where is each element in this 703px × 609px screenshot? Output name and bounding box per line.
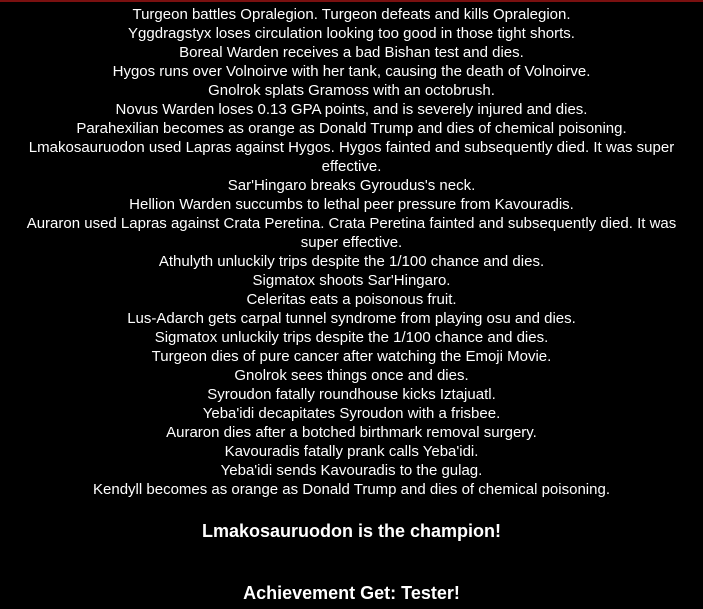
log-line: Celeritas eats a poisonous fruit.	[246, 291, 457, 308]
log-line: Yeba'idi decapitates Syroudon with a frisbee.	[202, 405, 501, 422]
log-line: Turgeon battles Opralegion. Turgeon defeats and kills Opralegion.	[132, 6, 571, 23]
log-line: Athulyth unluckily trips despite the 1/100 chance and dies.	[158, 253, 545, 270]
log-line: Boreal Warden receives a bad Bishan test and dies.	[179, 44, 524, 61]
log-line: Sigmatox shoots Sar'Hingaro.	[252, 272, 451, 289]
log-line: Lus-Adarch gets carpal tunnel syndrome from playing osu and dies.	[127, 310, 576, 327]
log-line: Auraron dies after a botched birthmark removal surgery.	[166, 424, 537, 441]
log-line: Hygos runs over Volnoirve with her tank, causing the death of Volnoirve.	[112, 63, 591, 80]
log-line: Novus Warden loses 0.13 GPA points, and is severely injured and dies.	[115, 101, 588, 118]
log-line: Auraron used Lapras against Crata Peretina. Crata Peretina fainted and subsequently died. It was super effective.	[26, 215, 677, 251]
event-log	[0, 5, 703, 499]
log-line: Parahexilian becomes as orange as Donald Trump and dies of chemical poisoning.	[76, 120, 627, 137]
log-line: Yggdragstyx loses circulation looking too good in those tight shorts.	[128, 25, 575, 42]
log-line: Lmakosauruodon used Lapras against Hygos. Hygos fainted and subsequently died. It was super effective.	[28, 139, 675, 175]
log-line: Hellion Warden succumbs to lethal peer pressure from Kavouradis.	[129, 196, 574, 213]
log-line: Kendyll becomes as orange as Donald Trump and dies of chemical poisoning.	[93, 481, 610, 498]
log-line: Gnolrok sees things once and dies.	[234, 367, 469, 384]
achievement-banner: Achievement Get: Tester!	[243, 583, 460, 603]
log-line: Sigmatox unluckily trips despite the 1/100 chance and dies.	[154, 329, 549, 346]
log-line: Yeba'idi sends Kavouradis to the gulag.	[220, 462, 483, 479]
log-line: Syroudon fatally roundhouse kicks Iztajuatl.	[207, 386, 496, 403]
log-line: Turgeon dies of pure cancer after watching the Emoji Movie.	[151, 348, 552, 365]
top-border	[0, 0, 703, 2]
log-line: Gnolrok splats Gramoss with an octobrush.	[208, 82, 495, 99]
log-line: Kavouradis fatally prank calls Yeba'idi.	[224, 443, 479, 460]
champion-announcement: Lmakosauruodon is the champion!	[201, 521, 502, 541]
log-line: Sar'Hingaro breaks Gyroudus's neck.	[227, 177, 476, 194]
